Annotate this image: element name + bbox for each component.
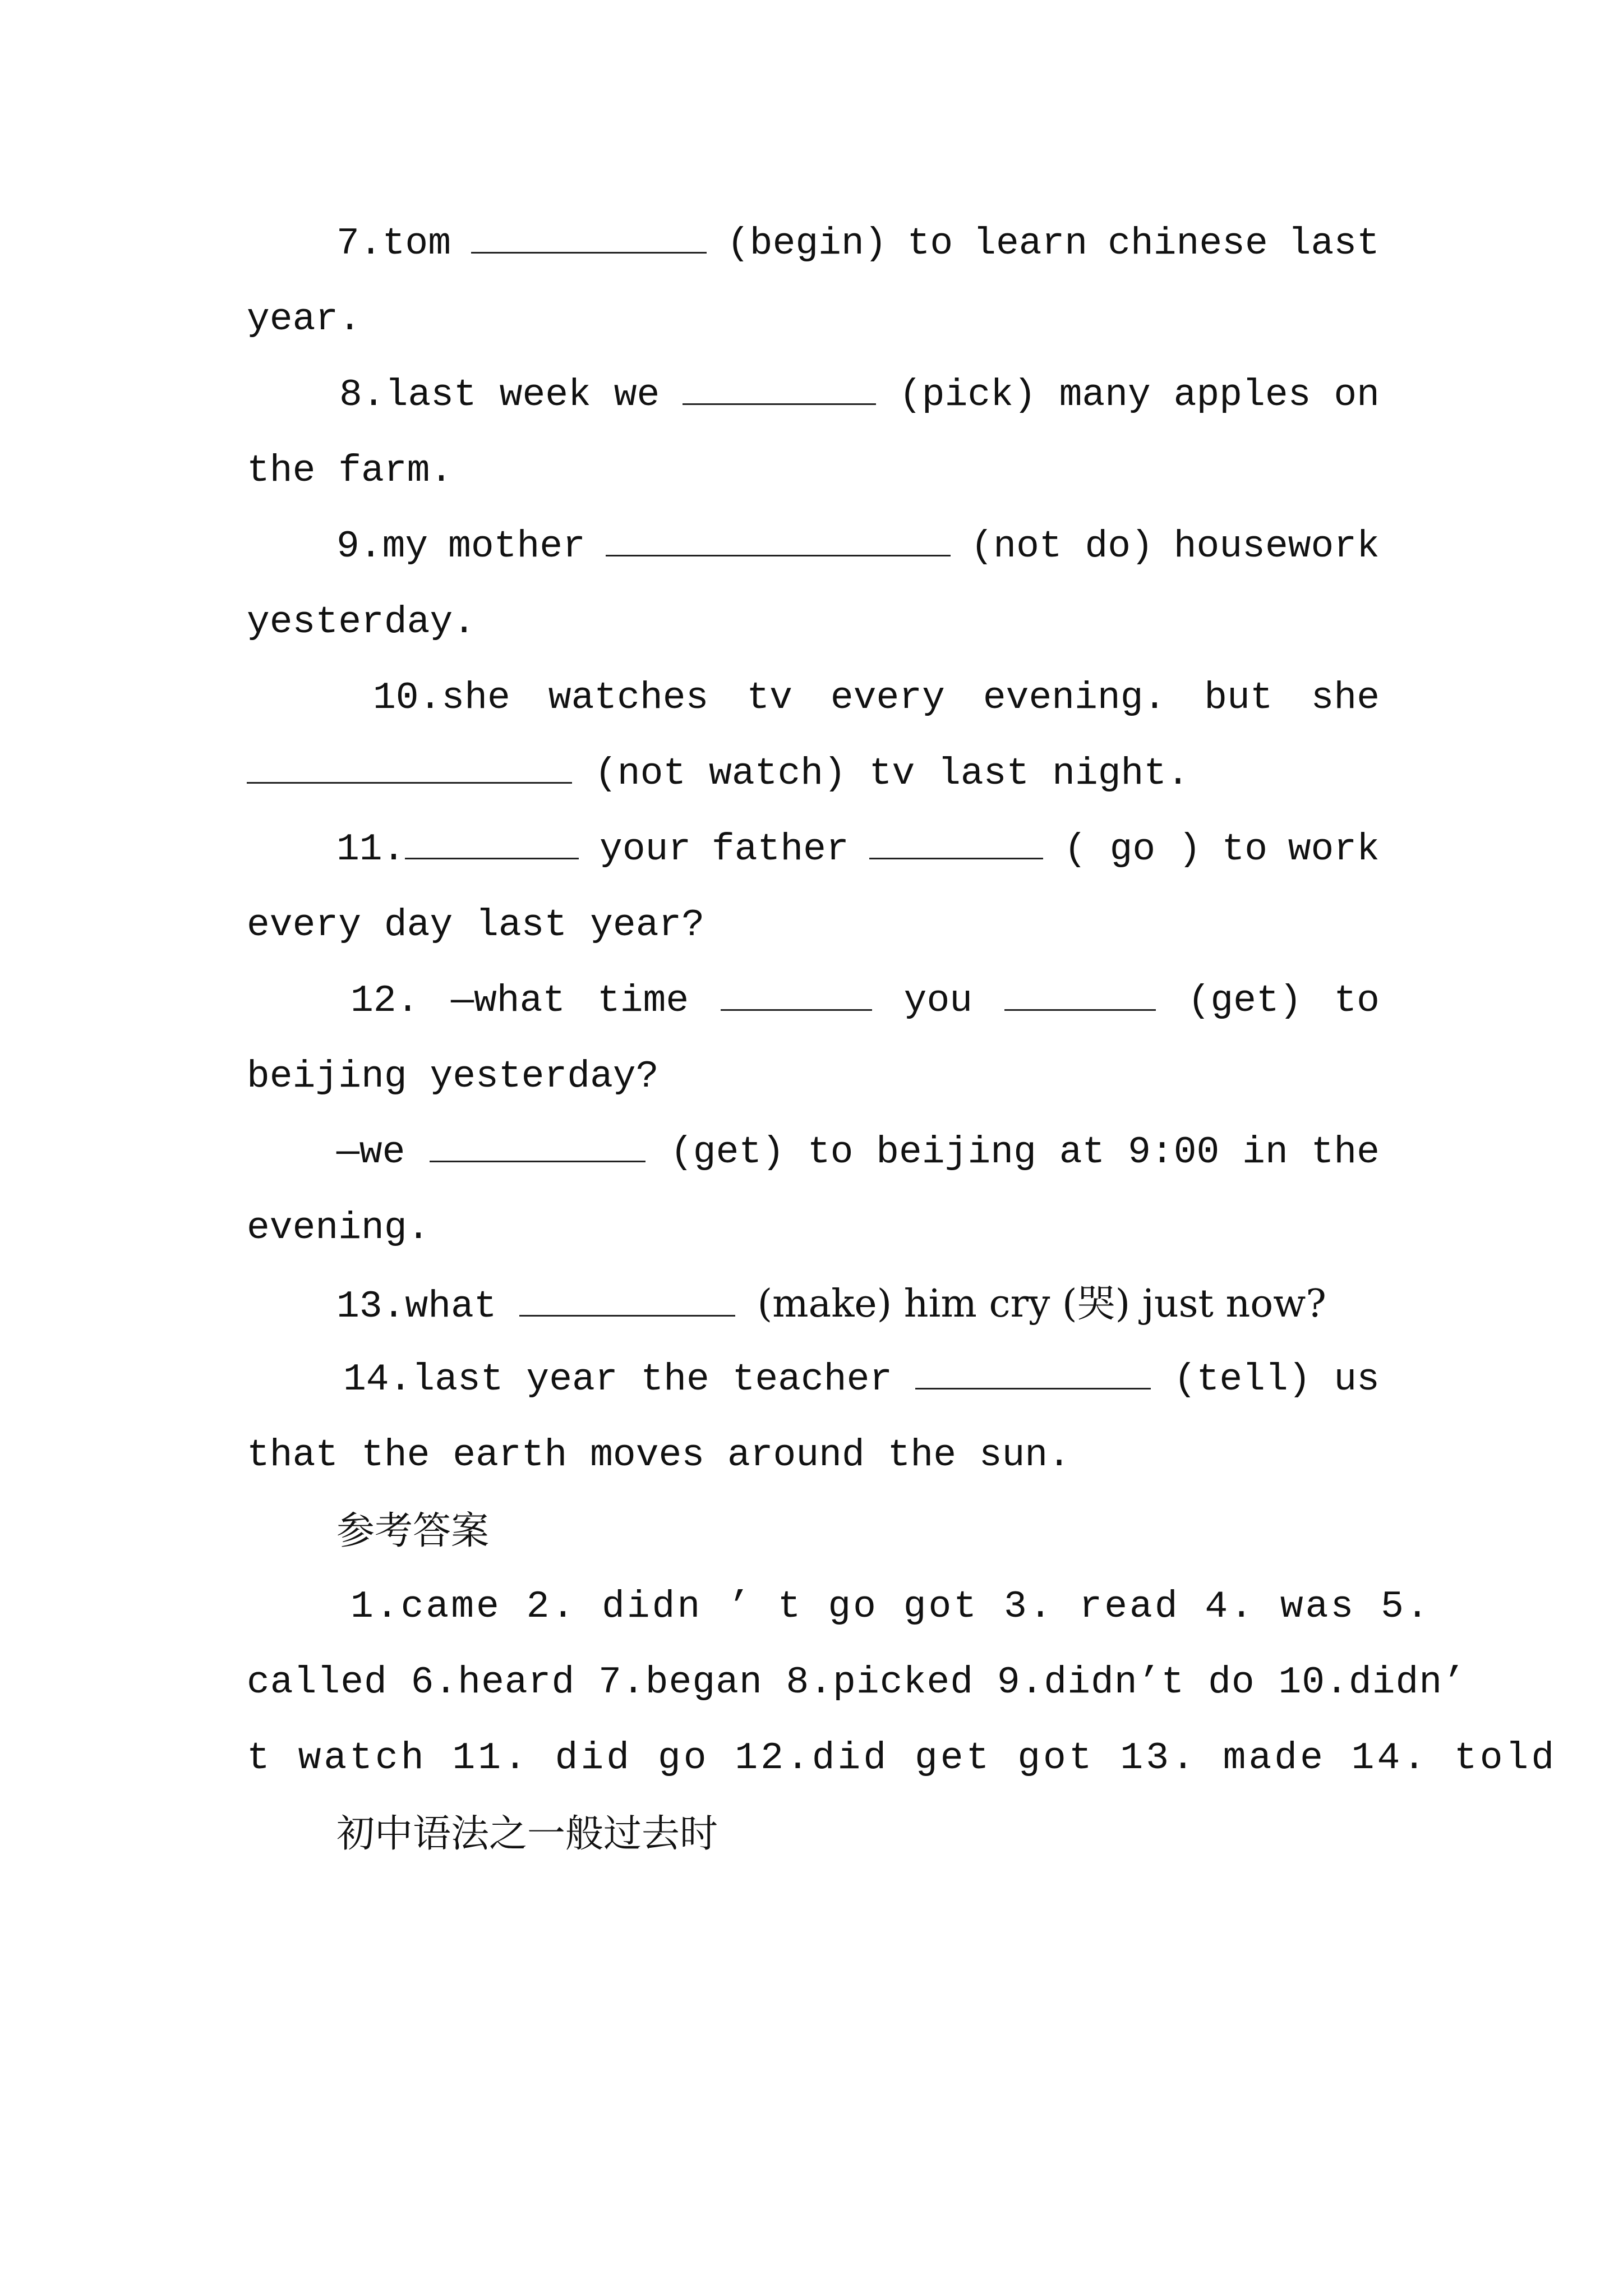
question-12-line-2 xyxy=(247,1055,1380,1099)
q10-continuation: (not watch) tv last night. xyxy=(594,752,1189,795)
question-10-line-2 xyxy=(247,752,1380,797)
question-8-line-1 xyxy=(339,373,1380,418)
q9-blank xyxy=(606,529,951,556)
q9-verb-hint: (not do) xyxy=(970,525,1154,568)
q13-blank xyxy=(519,1289,735,1317)
q12-word: to xyxy=(1334,979,1380,1023)
answers-text-3: t watch 11. did go 12.did get got 13. made 14. told xyxy=(247,1737,1557,1780)
q11-word: your xyxy=(600,828,691,871)
q14-word: the xyxy=(640,1358,709,1401)
q12-answer-prefix: —we xyxy=(336,1131,405,1174)
q12-number: 12. xyxy=(351,979,419,1023)
section-title xyxy=(336,1812,1469,1857)
q8-word: on xyxy=(1334,374,1380,417)
q12-word: time xyxy=(597,979,689,1023)
q9-word: mother xyxy=(448,525,585,568)
q10-number: 10.she xyxy=(373,677,510,720)
q7-number: 7.tom xyxy=(336,222,451,265)
q14-continuation: that the earth moves around the sun. xyxy=(247,1434,1071,1477)
question-9-line-2 xyxy=(247,600,1380,645)
q11-number: 11. xyxy=(336,828,405,871)
q7-word: learn xyxy=(973,222,1088,265)
question-11-line-2 xyxy=(247,903,1380,948)
question-12-line-1 xyxy=(351,979,1380,1024)
answers-line-1 xyxy=(351,1585,1431,1630)
q7-word: to xyxy=(907,222,953,265)
q9-word: housework xyxy=(1173,525,1380,568)
answers-heading xyxy=(336,1509,1469,1554)
q10-word: tv xyxy=(746,677,792,720)
q11-number-group xyxy=(336,827,579,872)
q11-blank-2 xyxy=(869,832,1043,859)
q8-verb-hint: (pick) xyxy=(898,374,1036,417)
question-14-line-2 xyxy=(247,1433,1380,1478)
q11-verb-hint: ( go ) xyxy=(1064,828,1201,871)
q10-word: every xyxy=(830,677,945,720)
q7-blank xyxy=(471,226,707,254)
q13-number: 13.what xyxy=(336,1285,497,1328)
question-12-line-4 xyxy=(247,1206,1380,1251)
q8-blank xyxy=(683,378,876,405)
answers-line-3 xyxy=(247,1736,1557,1781)
q11-continuation: every day last year? xyxy=(247,904,705,947)
q11-word: work xyxy=(1288,828,1380,871)
q7-verb-hint: (begin) xyxy=(726,222,887,265)
q12-answer-rest: (get) to beijing at 9:00 in the xyxy=(670,1131,1380,1174)
q10-word: she xyxy=(1311,677,1380,720)
q8-number: 8.last xyxy=(339,374,477,417)
q14-number: 14.last xyxy=(343,1358,504,1401)
q8-continuation: the farm. xyxy=(247,449,453,493)
q14-verb-hint: (tell) xyxy=(1173,1358,1311,1401)
q14-word: teacher xyxy=(732,1358,893,1401)
answers-text-1: 1.came 2. didn ’ t go got 3. read 4. was 5. xyxy=(351,1585,1431,1628)
question-11-line-1 xyxy=(336,827,1380,872)
q11-blank-1 xyxy=(405,832,579,859)
q12-word: you xyxy=(903,979,973,1023)
q12-verb-hint: (get) xyxy=(1187,979,1302,1023)
question-8-line-2 xyxy=(247,449,1380,494)
q12-word: —what xyxy=(451,979,566,1023)
q12-continuation: beijing yesterday? xyxy=(247,1055,659,1098)
q14-blank xyxy=(915,1362,1151,1389)
q9-continuation: yesterday. xyxy=(247,601,476,644)
q8-word: week xyxy=(499,374,591,417)
q10-word: but xyxy=(1204,677,1273,720)
q10-word: evening. xyxy=(983,677,1166,720)
q7-word: chinese xyxy=(1108,222,1268,265)
answers-heading-text: 参考答案 xyxy=(336,1509,490,1553)
q10-word: watches xyxy=(548,677,709,720)
section-title-text: 初中语法之一般过去时 xyxy=(336,1812,718,1856)
q8-word: many xyxy=(1059,374,1151,417)
question-10-line-1 xyxy=(373,676,1380,721)
q12-continuation-2: evening. xyxy=(247,1207,430,1250)
q8-word: apples xyxy=(1173,374,1311,417)
answers-line-2 xyxy=(247,1660,1466,1705)
q13-rest: (make) him cry (哭) just now? xyxy=(757,1282,1326,1326)
q12-blank-2 xyxy=(1004,983,1156,1011)
q10-blank xyxy=(247,756,572,784)
answers-text-2: called 6.heard 7.began 8.picked 9.didn’t do 10.didn’ xyxy=(247,1661,1466,1704)
q7-word: last xyxy=(1288,222,1380,265)
question-9-line-1 xyxy=(336,524,1380,569)
q12-blank-1 xyxy=(721,983,872,1011)
q14-word: year xyxy=(526,1358,618,1401)
q12-blank-3 xyxy=(430,1135,645,1162)
question-7-line-2 xyxy=(247,297,1380,342)
q7-continuation: year. xyxy=(247,298,362,341)
q11-word: father xyxy=(711,828,849,871)
q11-word: to xyxy=(1221,828,1268,871)
q9-number: 9.my xyxy=(336,525,428,568)
question-13-line-1 xyxy=(336,1282,1402,1327)
q14-word: us xyxy=(1334,1358,1380,1401)
question-7-line-1 xyxy=(336,222,1380,266)
question-12-line-3 xyxy=(336,1130,1380,1175)
q8-word: we xyxy=(614,374,660,417)
question-14-line-1 xyxy=(343,1358,1380,1402)
